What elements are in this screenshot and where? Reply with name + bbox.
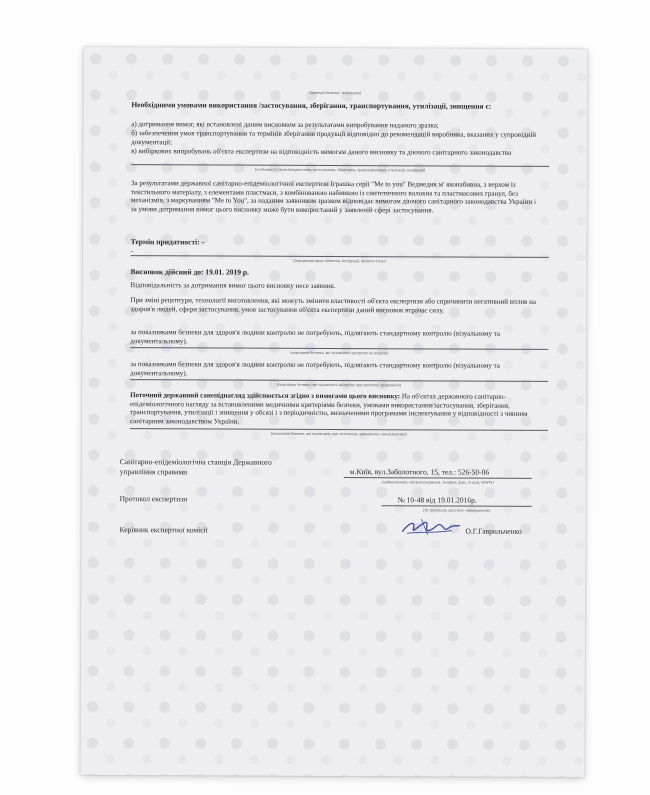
head-name: О.Г.Гаврильченко	[465, 526, 522, 536]
issuer-name-line2: управління справами	[119, 467, 188, 477]
conditions-item-c: в) вибіркових випробувань об'єкта експертизи на відповідність вимогам даного висновку та діючого санітарного законодавства	[131, 147, 512, 157]
conditions-heading: Необхідними умовами використання /застосування, зберігання, транспортування, утилізації, знищення є:	[131, 100, 492, 111]
validity-label: Термін придатності: -	[130, 237, 205, 247]
border-control-hint: (показники безпеки, які підлягають контролю на кордоні)	[290, 349, 389, 356]
issuer-address-hint: (найменування, місцезнаходження, телефон, факс, E-mail, WWW)	[381, 479, 494, 485]
responsibility-note: Відповідальність за дотримання вимог цього висновку несе заявник.	[130, 281, 336, 291]
conditions-item-a: а) дотримання вимог, які встановлені даним висновком за результатами випробування наданого зразка;	[131, 120, 439, 130]
protocol-label: Протокол експертизи	[119, 494, 188, 504]
conditions-item-b: б) забезпечення умов транспортування та термінів зберігання продукції відповідно до рекомендацій виробника, вказаних у супровідній документації;	[131, 129, 537, 146]
supervision-block	[130, 391, 546, 427]
head-label: Керівник експертної комісії	[119, 525, 208, 535]
certificate-page	[80, 47, 587, 777]
conditions-hint: (особливості умов використання, застосування, зберігання, транспортування, утилізації, знищення)	[255, 166, 426, 173]
supervision-hint: (показники безпеки, які підлягають при поточному державному санепіднагляді)	[270, 430, 408, 437]
issuer-name-line1: Санітарно-епідеміологічна станція Державного	[119, 457, 272, 467]
validity-hint: (інформація щодо етикетки, інструкції, правила тощо)	[293, 257, 386, 264]
customs-control-hint: (показники безпеки, які підлягають контролю при митному оформленні)	[277, 381, 402, 388]
issuer-address: м.Київ, вул.Заболотного, 15, тел.: 526-50-06	[349, 467, 490, 477]
signature-image	[399, 516, 461, 538]
supervision-lead: Поточний державний санепіднагляд здійснюється згідно з вимогами цього висновку:	[130, 391, 401, 401]
result-paragraph: За результатами державної санітарно-епідеміологічної експертизи Іграшка серії "Me to you" Ведмедик м' яконабивна, з верхом із текстильного матеріалу, з елементами пластмаси, з комбінованою набивкою із синтетичного волокна та пластмасових гранул, без механізмів, з маркуванням "Me to You", за наданим заявником зразком відповідає вимогам діючого санітарного законодавства України і за умови дотримання вимог цього висновку може бути використаний у заявленій сфері застосування.	[130, 179, 536, 215]
protocol-value: № 10-48 від 19.01.2016р.	[397, 495, 477, 505]
change-note: При зміні рецептури, технології виготовлення, які можуть змінити властивості об'єкта експертизи або спричинити негативний вплив на здоров'я людей, сфери застосування, умов застосування об'єкта експертизи даний висновок втрачає силу.	[130, 296, 537, 315]
criteria-hint: (критерії безпеки / показники)	[309, 89, 362, 96]
validity-dash: -	[130, 247, 134, 256]
supervision-text: На об'єктах державного санітарно-епідеміологічного нагляду за встановленими медичними критеріями безпеки, умовами використання/застосування, зберігання, транспортування, утилізації і знищення у обсязі і з періодичністю, визначеними програмами інспектування у відповідності з чинним санітарним законодавством України.	[129, 392, 528, 426]
customs-control-text: за показниками безпеки для здоров'я людини контролю не потребують, підлягають стандартному контролю (візуальному та документальному).	[130, 360, 500, 377]
protocol-hint: (№ протоколу, дата його затвердження)	[423, 507, 490, 513]
valid-until: Висновок дійсний до: 19.01. 2019 р.	[130, 267, 249, 277]
border-control-text: за показниками безпеки для здоров'я людини контролю не потребують, підлягають стандартному контролю (візуальному та документальному).	[130, 328, 501, 345]
